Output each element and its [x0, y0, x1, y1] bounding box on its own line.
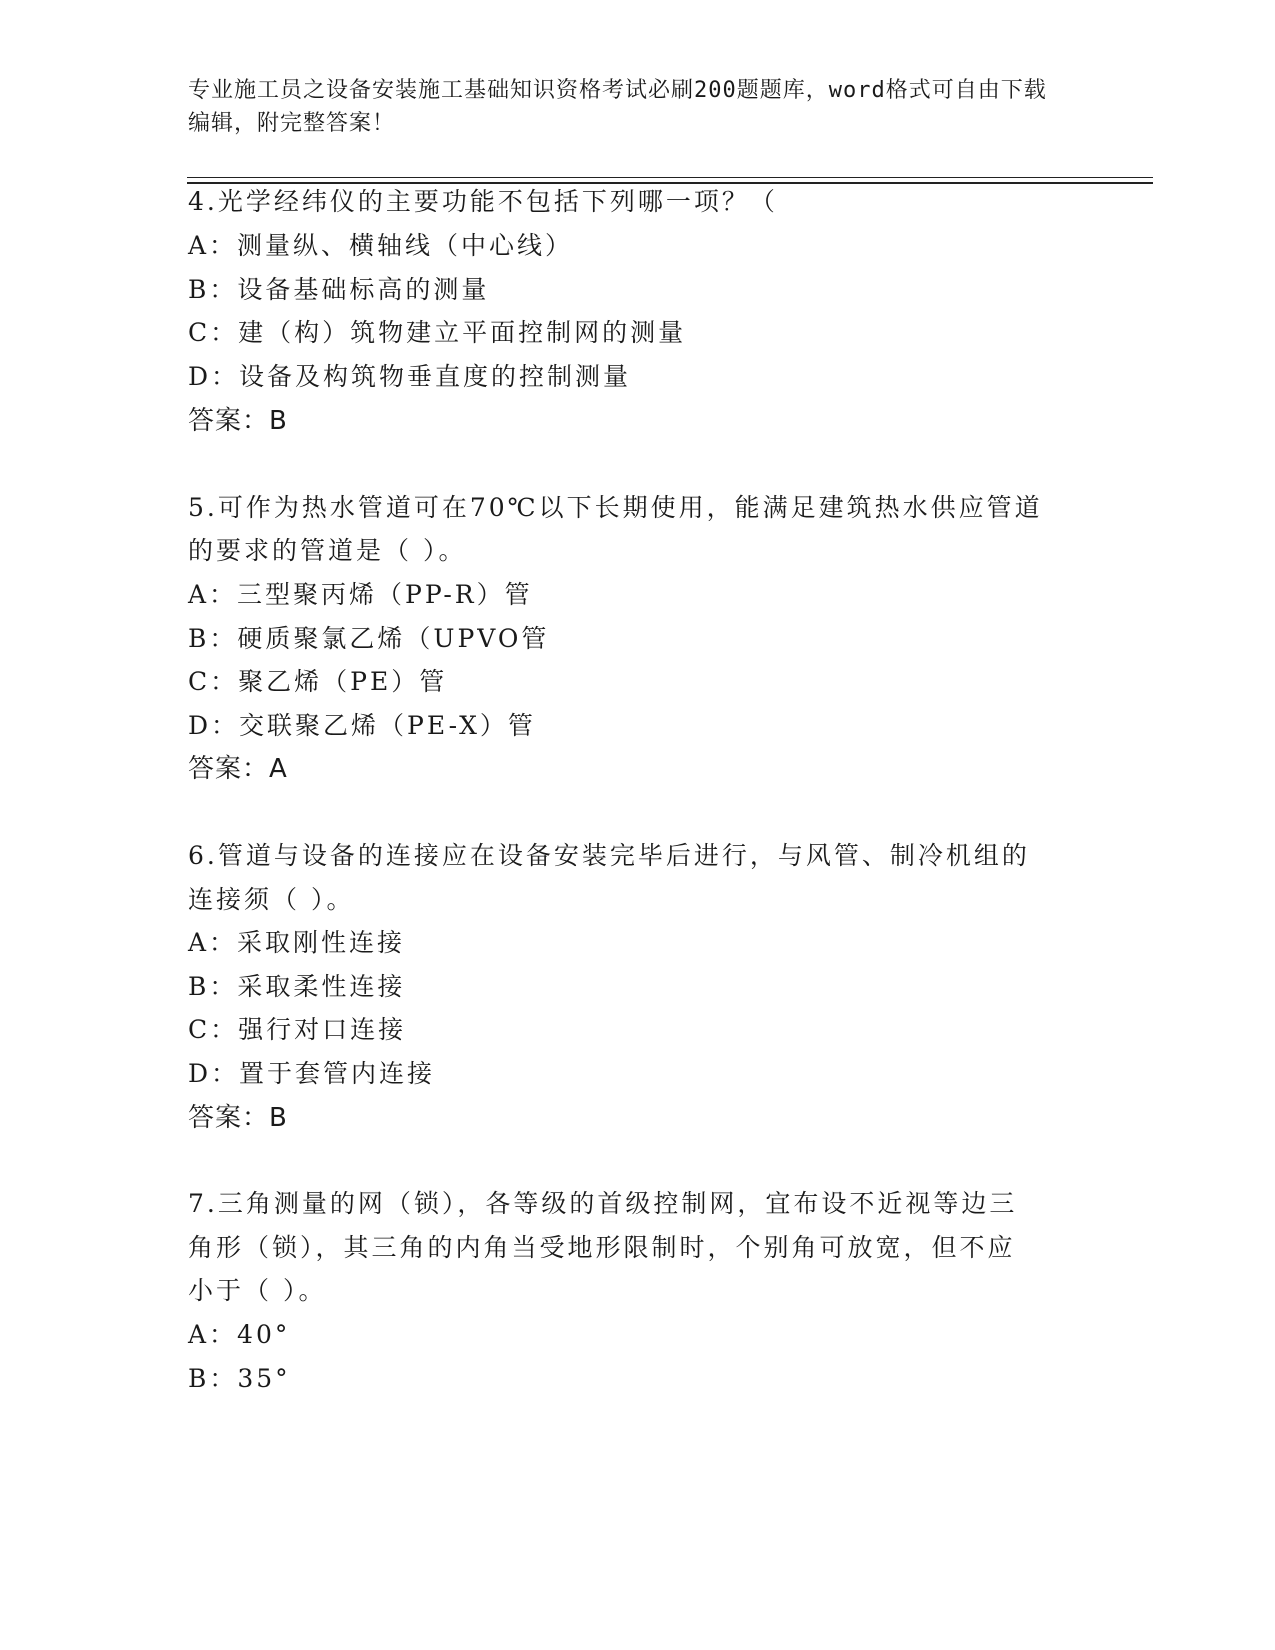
option-a: A：40°: [188, 1320, 291, 1349]
answer-label: 答案：B: [188, 406, 288, 436]
option-b: B：设备基础标高的测量: [188, 275, 490, 304]
option-b: B：采取柔性连接: [188, 972, 406, 1001]
option-d: D：交联聚乙烯（PE-X）管: [188, 711, 536, 740]
option-b: B：35°: [188, 1364, 291, 1393]
question-stem-continued: 的要求的管道是（ ）。: [188, 536, 467, 565]
option-a: A：测量纵、横轴线（中心线）: [188, 231, 574, 260]
answer-label: 答案：B: [188, 1103, 288, 1133]
option-c: C：强行对口连接: [188, 1015, 407, 1044]
document-header: 专业施工员之设备安装施工基础知识资格考试必刷200题题库，word格式可自由下载编辑，附完整答案！: [188, 78, 1047, 136]
option-b: B：硬质聚氯乙烯（UPVO管: [188, 624, 550, 653]
option-d: D：置于套管内连接: [188, 1059, 436, 1088]
header-divider-thick: [187, 182, 1153, 184]
option-d: D：设备及构筑物垂直度的控制测量: [188, 362, 632, 391]
option-a: A：采取刚性连接: [188, 928, 406, 957]
header-divider-thin: [187, 177, 1153, 178]
answer-label: 答案：A: [188, 754, 288, 784]
option-c: C：建（构）筑物建立平面控制网的测量: [188, 318, 687, 347]
question-stem-continued: 连接须（ ）。: [188, 885, 355, 914]
question-stem: 4.光学经纬仪的主要功能不包括下列哪一项？（: [188, 187, 778, 216]
question-stem: 6.管道与设备的连接应在设备安装完毕后进行，与风管、制冷机组的: [188, 841, 1030, 870]
question-stem-continued: 角形（锁），其三角的内角当受地形限制时，个别角可放宽，但不应: [188, 1233, 1016, 1262]
question-stem: 7.三角测量的网（锁），各等级的首级控制网，宜布设不近视等边三: [188, 1189, 1018, 1218]
question-stem-continued: 小于（ ）。: [188, 1276, 327, 1305]
option-a: A：三型聚丙烯（PP-R）管: [188, 580, 533, 609]
option-c: C：聚乙烯（PE）管: [188, 667, 448, 696]
question-stem: 5.可作为热水管道可在70℃以下长期使用，能满足建筑热水供应管道: [188, 493, 1043, 522]
